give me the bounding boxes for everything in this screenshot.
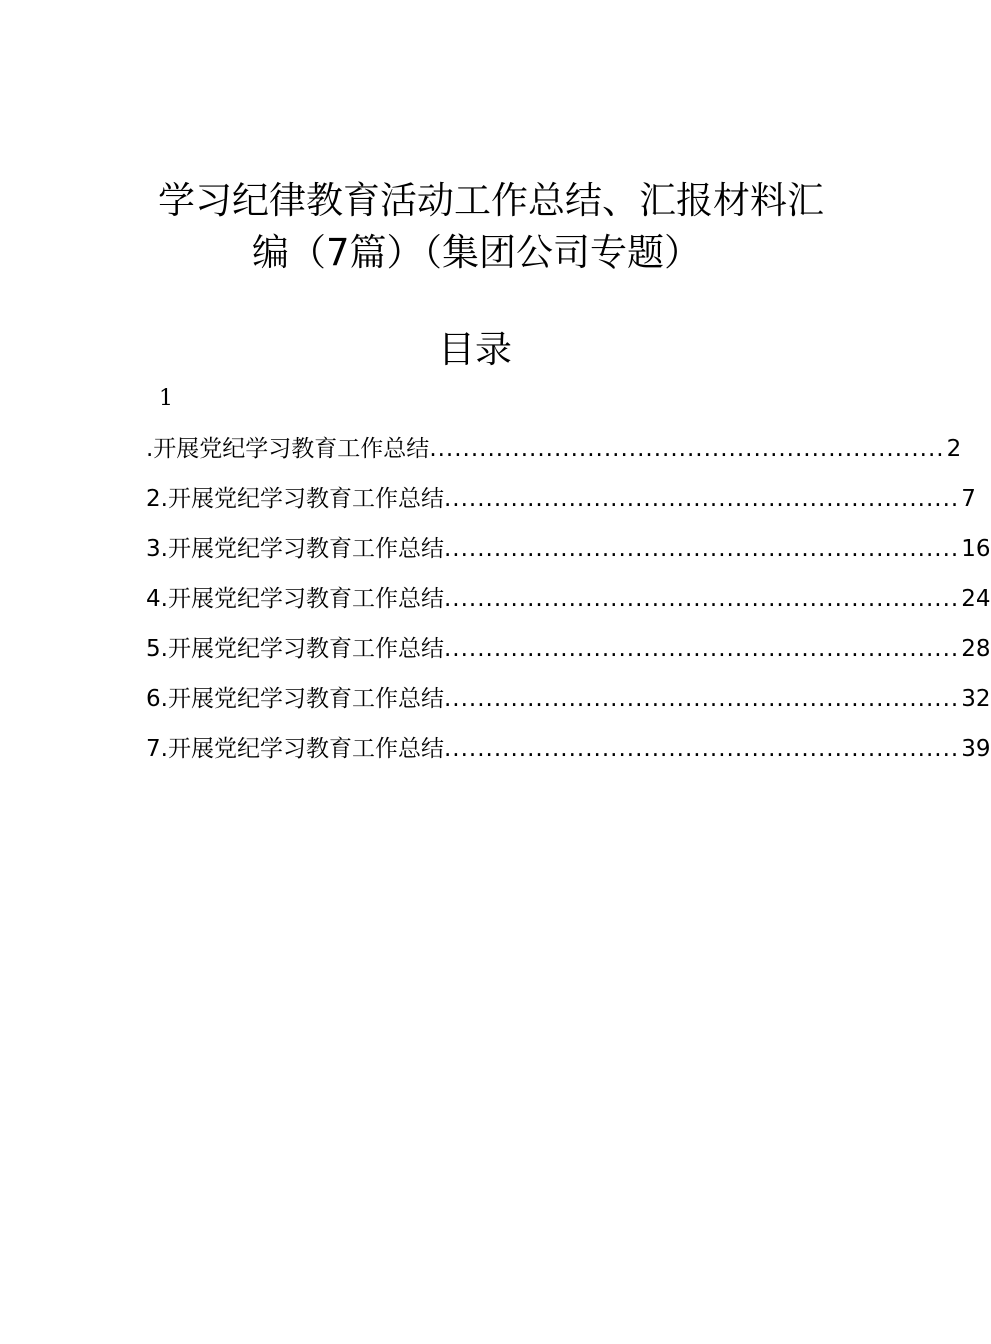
toc-heading: 目录 (438, 328, 512, 371)
toc-entry-title: 4.开展党纪学习教育工作总结 (146, 586, 444, 612)
toc-entry-7[interactable] (146, 734, 991, 784)
toc-page-number: 16 (961, 536, 991, 562)
toc-entry-6[interactable] (146, 684, 991, 734)
toc-entry-1[interactable] (146, 434, 962, 484)
toc-page-number: 7 (961, 486, 976, 512)
table-of-contents (146, 434, 991, 784)
toc-leader-dots: .............................................................. (443, 686, 960, 712)
toc-entry-title: 5.开展党纪学习教育工作总结 (146, 636, 444, 662)
toc-entry-title: 3.开展党纪学习教育工作总结 (146, 536, 444, 562)
toc-entry-title: 6.开展党纪学习教育工作总结 (146, 686, 444, 712)
toc-entry-title: .开展党纪学习教育工作总结 (146, 436, 430, 462)
toc-page-number: 39 (961, 736, 991, 762)
document-title-line-1: 学习纪律教育活动工作总结、汇报材料汇 (158, 179, 824, 222)
toc-page-number: 32 (961, 686, 991, 712)
toc-leader-dots: .............................................................. (443, 736, 960, 762)
toc-leader-dots: .............................................................. (443, 636, 960, 662)
toc-entry-3[interactable] (146, 534, 991, 584)
toc-entry-4[interactable] (146, 584, 991, 634)
toc-leader-dots: .............................................................. (443, 486, 960, 512)
document-title-line-2: 编（7篇）（集团公司专题） (252, 231, 702, 274)
toc-marker-number: 1 (159, 386, 173, 411)
toc-page-number: 2 (946, 436, 962, 462)
toc-entry-2[interactable] (146, 484, 976, 534)
toc-page-number: 24 (961, 586, 991, 612)
toc-leader-dots: .............................................................. (443, 536, 960, 562)
toc-entry-5[interactable] (146, 634, 991, 684)
toc-entry-title: 2.开展党纪学习教育工作总结 (146, 486, 444, 512)
toc-leader-dots: .............................................................. (429, 436, 945, 462)
toc-leader-dots: .............................................................. (443, 586, 960, 612)
toc-entry-title: 7.开展党纪学习教育工作总结 (146, 736, 444, 762)
toc-page-number: 28 (961, 636, 991, 662)
